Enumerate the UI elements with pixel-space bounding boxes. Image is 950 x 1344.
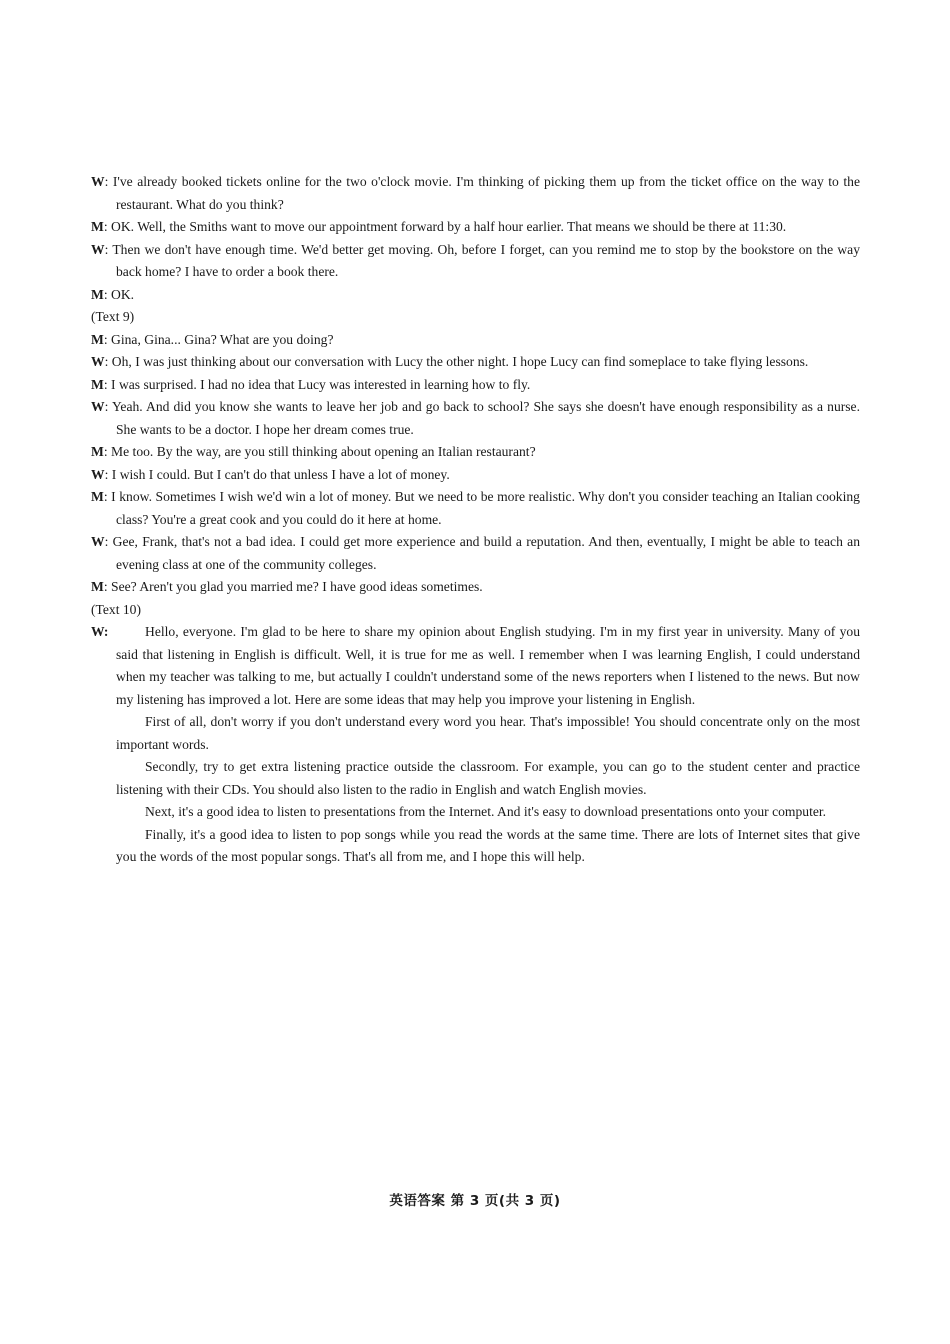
monologue-paragraph: Finally, it's a good idea to listen to pop songs while you read the words at the same time. There are lots of Internet sites that give you the words of the most popular songs. That's all from me, and I hope this will help. <box>116 826 860 864</box>
speaker-label: W <box>91 354 105 369</box>
dialogue-line: M: Me too. By the way, are you still thinking about opening an Italian restaurant? <box>91 444 536 459</box>
speaker-label: W <box>91 241 105 257</box>
speaker-label: M <box>91 579 104 594</box>
dialogue-text: Me too. By the way, are you still thinking about opening an Italian restaurant? <box>111 444 536 459</box>
dialogue-text: See? Aren't you glad you married me? I have good ideas sometimes. <box>111 579 483 594</box>
speaker-label: W <box>91 466 105 482</box>
dialogue-text: Gee, Frank, that's not a bad idea. I could get more experience and build a reputation. And then, eventually, I might be able to teach an evening class at one of the community colleges. <box>112 534 860 572</box>
dialogue-line: W: I wish I could. But I can't do that unless I have a lot of money. <box>91 466 450 482</box>
dialogue-text: Oh, I was just thinking about our conversation with Lucy the other night. I hope Lucy can find someplace to take flying lessons. <box>111 354 809 369</box>
answer-transcript <box>91 171 860 869</box>
dialogue-text: I've already booked tickets online for the two o'clock movie. I'm thinking of picking them up from the ticket office on the way to the restaurant. What do you think? <box>112 174 860 212</box>
speaker-label: W <box>91 534 105 549</box>
dialogue-line: W: Then we don't have enough time. We'd better get moving. Oh, before I forget, can you remind me to stop by the bookstore on the way back home? I have to order a book there. <box>91 241 860 279</box>
dialogue-text: Yeah. And did you know she wants to leave her job and go back to school? She says she doesn't have enough responsibility as a nurse. She wants to be a doctor. I hope her dream comes true. <box>111 399 860 437</box>
dialogue-text: OK. <box>111 286 135 302</box>
speaker-label: W: <box>91 624 109 639</box>
dialogue-text: I wish I could. But I can't do that unless I have a lot of money. <box>111 466 450 482</box>
dialogue-line: M: I know. Sometimes I wish we'd win a lot of money. But we need to be more realistic. Why don't you consider teaching an Italian cooking class? You're a great cook and you could do it here at home. <box>91 489 860 527</box>
monologue-paragraph: Hello, everyone. I'm glad to be here to share my opinion about English studying. I'm in my first year in university. Many of you said that listening in English is difficult. Well, it is true for me as well. I remember when I was learning English, I could understand when my teacher was talking to me, but actually I couldn't understand some of the news reporters when I listened to the news. But now my listening has improved a lot. Here are some ideas that may help you improve your listening in English. <box>116 624 860 707</box>
dialogue-block-a <box>91 171 860 306</box>
speaker-label: M <box>91 444 104 459</box>
page-footer: 英语答案 第 3 页(共 3 页) <box>389 1193 561 1209</box>
dialogue-line: M: OK. <box>91 286 135 302</box>
speaker-label: M <box>91 331 104 347</box>
dialogue-line: M: OK. Well, the Smiths want to move our appointment forward by a half hour earlier. That means we should be there at 11:30. <box>91 219 787 234</box>
dialogue-line: M: I was surprised. I had no idea that Lucy was interested in learning how to fly. <box>91 376 531 392</box>
speaker-label: M <box>91 219 104 234</box>
dialogue-text: OK. Well, the Smiths want to move our appointment forward by a half hour earlier. That means we should be there at 11:30. <box>111 219 787 234</box>
text10-heading: (Text 10) <box>91 601 142 617</box>
dialogue-line: M: Gina, Gina... Gina? What are you doing? <box>91 331 334 347</box>
monologue-body <box>116 621 860 869</box>
speaker-label: W <box>91 399 105 414</box>
monologue-paragraph: First of all, don't worry if you don't understand every word you hear. That's impossible! You should concentrate only on the most important words. <box>116 714 860 752</box>
dialogue-line: W: Yeah. And did you know she wants to leave her job and go back to school? She says she doesn't have enough responsibility as a nurse. She wants to be a doctor. I hope her dream comes true. <box>91 399 860 437</box>
dialogue-text: Then we don't have enough time. We'd better get moving. Oh, before I forget, can you remind me to stop by the bookstore on the way back home? I have to order a book there. <box>112 241 860 279</box>
dialogue-text: I know. Sometimes I wish we'd win a lot of money. But we need to be more realistic. Why don't you consider teaching an Italian cooking class? You're a great cook and you could do it here at home. <box>111 489 860 527</box>
speaker-label: W <box>91 174 105 189</box>
monologue-text10 <box>91 621 860 869</box>
monologue-paragraph: Next, it's a good idea to listen to presentations from the Internet. And it's easy to download presentations onto your computer. <box>145 804 827 819</box>
dialogue-line: W: Gee, Frank, that's not a bad idea. I could get more experience and build a reputation. And then, eventually, I might be able to teach an evening class at one of the community colleges. <box>91 534 860 572</box>
dialogue-text: I was surprised. I had no idea that Lucy was interested in learning how to fly. <box>111 376 531 392</box>
text9-heading: (Text 9) <box>91 309 135 324</box>
dialogue-text: Gina, Gina... Gina? What are you doing? <box>111 331 334 347</box>
speaker-label: M <box>91 286 104 302</box>
dialogue-line: M: See? Aren't you glad you married me? I have good ideas sometimes. <box>91 579 483 594</box>
dialogue-block-text9 <box>91 329 860 599</box>
dialogue-line: W: I've already booked tickets online for the two o'clock movie. I'm thinking of picking them up from the ticket office on the way to the restaurant. What do you think? <box>91 174 860 212</box>
dialogue-line: W: Oh, I was just thinking about our conversation with Lucy the other night. I hope Lucy can find someplace to take flying lessons. <box>91 354 809 369</box>
speaker-label: M <box>91 489 104 504</box>
speaker-label: M <box>91 376 104 392</box>
monologue-paragraph: Secondly, try to get extra listening practice outside the classroom. For example, you can go to the student center and practice listening with their CDs. You should also listen to the radio in English and watch English movies. <box>116 759 860 797</box>
